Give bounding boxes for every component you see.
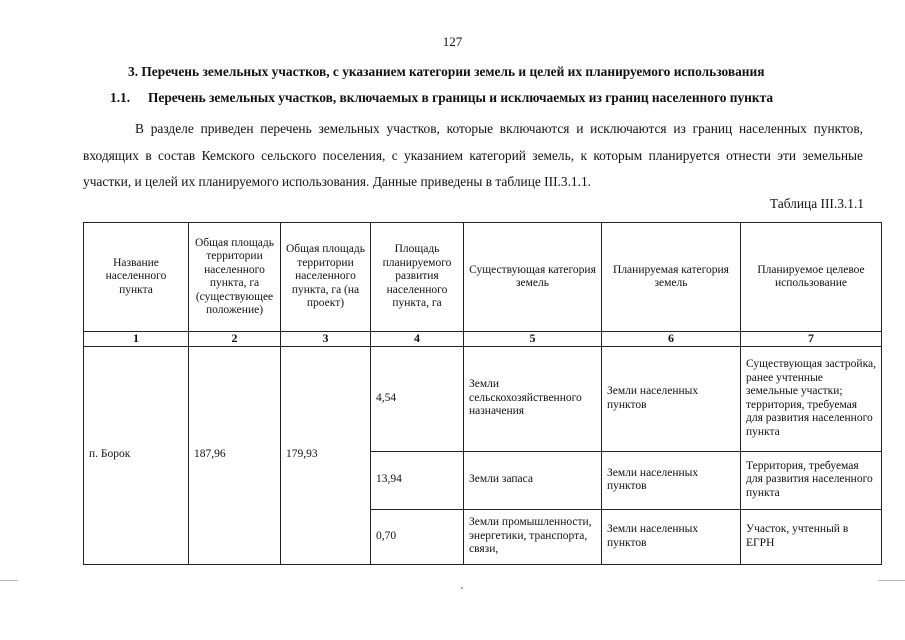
subsection-title: Перечень земельных участков, включаемых в границы и исключаемых из границ населенного пункта: [148, 90, 774, 105]
planned-category-cell: Земли населенных пунктов: [602, 346, 741, 451]
page-number: 127: [442, 34, 463, 49]
planned-category-cell: Земли населенных пунктов: [602, 451, 741, 509]
scan-dot: [461, 587, 463, 589]
planned-use-cell: Участок, учтенный в ЕГРН: [741, 509, 882, 564]
header-planned-use: Планируемое целевое использование: [741, 223, 882, 332]
column-number: 5: [464, 332, 602, 347]
table-row: [84, 346, 882, 451]
header-area-project: Общая площадь территории населенного пункта, га (на проект): [281, 223, 371, 332]
planned-use-cell: Существующая застройка, ранее учтенные земельные участки; территория, требуемая для развития населенного пункта: [741, 346, 882, 451]
header-planned-category: Планируемая категория земель: [602, 223, 741, 332]
column-number: 1: [84, 332, 189, 347]
planned-use-cell: Территория, требуемая для развития населенного пункта: [741, 451, 882, 509]
column-number: 2: [189, 332, 281, 347]
section-heading: 3. Перечень земельных участков, с указанием категории земель и целей их планируемого использования: [128, 64, 765, 79]
table-header-row: [84, 223, 882, 332]
header-development-area: Площадь планируемого развития населенного пункта, га: [371, 223, 464, 332]
existing-category-cell: Земли запаса: [464, 451, 602, 509]
page-edge-line-right: [878, 580, 905, 581]
column-number-row: [84, 332, 882, 347]
existing-category-cell: [464, 509, 602, 564]
development-area-cell: 0,70: [371, 509, 464, 564]
development-area-cell: 4,54: [371, 346, 464, 451]
table-caption: Таблица III.3.1.1: [769, 196, 864, 211]
existing-category-cell: Земли сельскохозяйственного назначения: [464, 346, 602, 451]
existing-category-text: Земли промышленности, энергетики, транспорта, связи,: [469, 516, 592, 556]
column-number: 7: [741, 332, 882, 347]
subsection-number: 1.1.: [110, 90, 131, 105]
area-existing-cell: 187,96: [189, 346, 281, 564]
column-number: 6: [602, 332, 741, 347]
header-settlement-name: Название населенного пункта: [84, 223, 189, 332]
settlement-name-cell: п. Борок: [84, 346, 189, 564]
area-project-cell: 179,93: [281, 346, 371, 564]
development-area-cell: 13,94: [371, 451, 464, 509]
planned-category-cell: Земли населенных пунктов: [602, 509, 741, 564]
land-plots-table: [83, 222, 882, 565]
header-existing-category: Существующая категория земель: [464, 223, 602, 332]
subsection-heading: [110, 90, 773, 106]
column-number: 3: [281, 332, 371, 347]
column-number: 4: [371, 332, 464, 347]
page-edge-line-left: [0, 580, 18, 581]
header-area-existing: Общая площадь территории населенного пункта, га (существующее положение): [189, 223, 281, 332]
intro-paragraph: В разделе приведен перечень земельных участков, которые включаются и исключаются из границ населенных пунктов, входящих в состав Кемского сельского поселения, с указанием категорий земель, к которым планируется отнести эти земельные участки, и целей их планируемого использования. Данные приведены в таблице III.3.1.1.: [83, 121, 863, 189]
